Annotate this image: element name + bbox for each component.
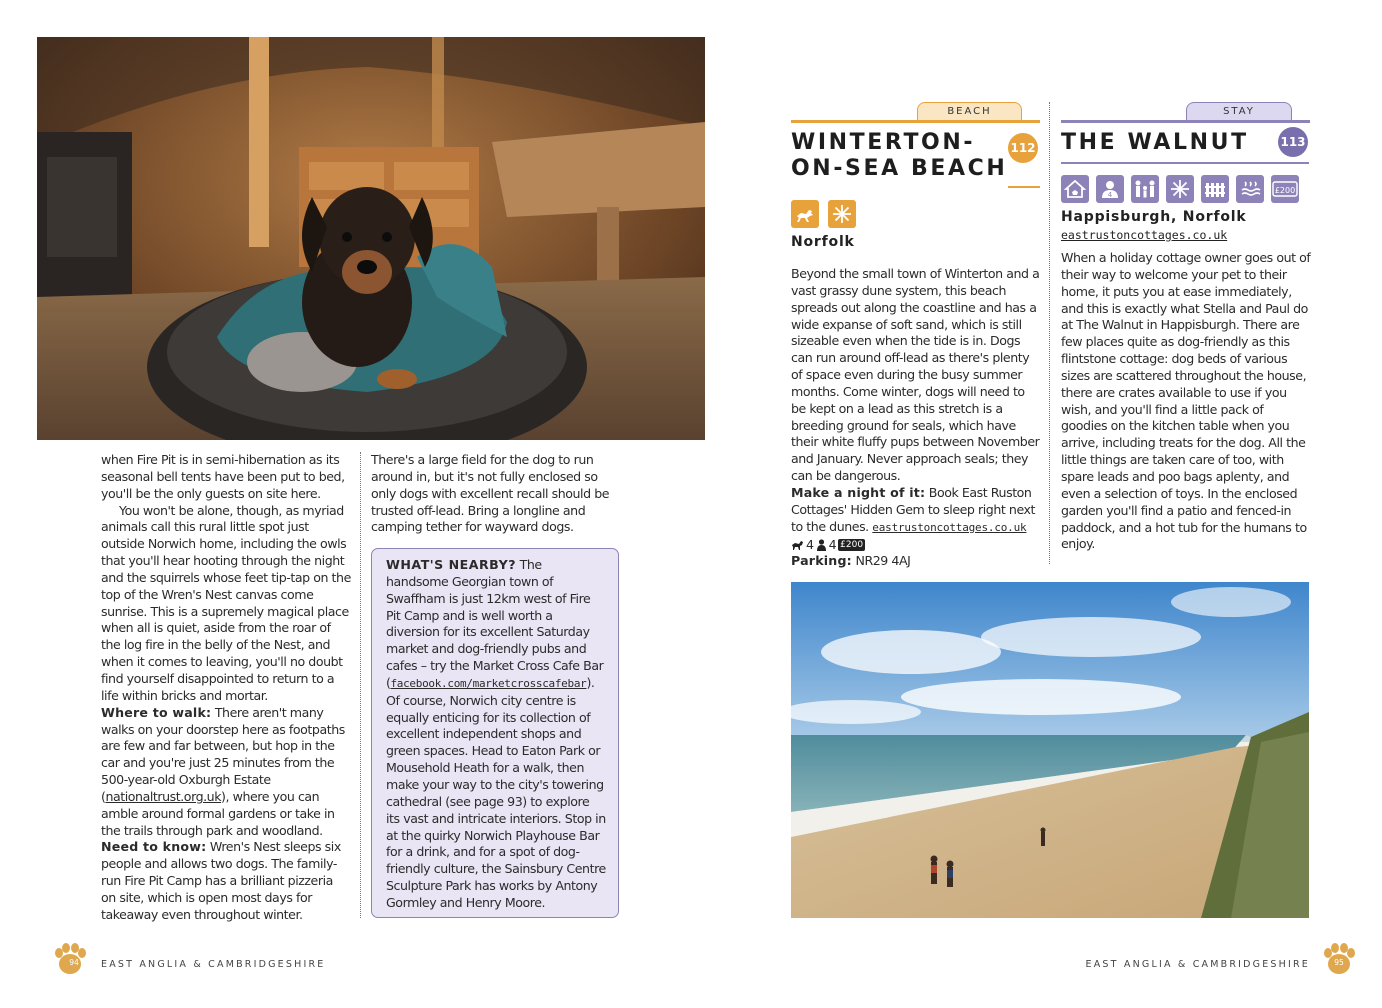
left-column-1 [101, 452, 351, 924]
snowflake-icon [828, 200, 856, 228]
stay-description: When a holiday cottage owner goes out of their way to welcome your pet to their home, it puts you at ease immediately, and this is exactly what Stella and Paul do at The Walnut in Happisburgh. There are few places quite as dog-friendly as this flintstone cottage: dog beds of various sizes are scattered throughout the house, there are crates available to use if you wish, and you'll find a little pack of goodies on the kitchen table when you arrive, including treats for the dog. All the little things are taken care of too, with spare leads and poo bags aplenty, and even a selection of toys. In the enclosed garden you'll find a patio and fenced-in paddock, and a hot tub for the humans to enjoy. [1061, 250, 1311, 552]
hot-tub-icon [1236, 175, 1264, 203]
need-to-know-label: Need to know: [101, 839, 207, 855]
where-to-walk-label: Where to walk: [101, 704, 212, 720]
stay-title: THE WALNUT [1061, 130, 1249, 155]
paragraph: You won't be alone, though, as myriad animals call this rural little spot just outside Norwich home, including the owls that you'll hear hooting through the night and the squirrels whose feet tip-tap on the top of the Wren's Nest canvas come sunrise. This is a supremely magical place when all is quiet, aside from the roar of the log fire in the belly of the Nest, and when it comes to leaving, you'll no doubt find yourself disappointed to return to a life within bricks and mortar. [101, 502, 351, 703]
national-trust-link[interactable]: nationaltrust.org.uk [105, 788, 222, 804]
entry-number-badge: 112 [1008, 133, 1038, 163]
entry-number-badge: 113 [1278, 127, 1308, 157]
svg-text:£200: £200 [1274, 186, 1296, 195]
dog-running-icon [791, 200, 819, 228]
beach-photo [791, 582, 1309, 918]
dog-in-bed-photo [37, 37, 705, 440]
snowflake-icon [1166, 175, 1194, 203]
person-icon [816, 539, 827, 551]
stay-title-rule [1061, 162, 1309, 164]
parking-label: Parking: [791, 553, 852, 569]
price-badge: £200 [840, 540, 864, 550]
stay-header-rule [1061, 120, 1310, 123]
paragraph: when Fire Pit is in semi-hibernation as its seasonal bell tents have been put to bed, you'll be the only guests on site here. [101, 452, 345, 501]
family-icon [1131, 175, 1159, 203]
section-footer: EAST ANGLIA & CAMBRIDGESHIRE [101, 959, 326, 970]
need-to-know-text: Wren's Nest sleeps six people and allows two dogs. The family-run Fire Pit Camp has a brilliant pizzeria on site, which is open most days for takeaway even throughout winter. [101, 839, 341, 922]
parking-paragraph [791, 553, 1041, 570]
make-a-night-label: Make a night of it: [791, 484, 926, 500]
beach-header-rule [791, 120, 1040, 123]
beach-title-rule [1008, 186, 1040, 188]
page-number: 94 [69, 958, 79, 967]
east-ruston-link[interactable]: eastrustoncottages.co.uk [872, 520, 1027, 534]
category-tab-beach: BEACH [917, 102, 1022, 122]
parking-value: NR29 4AJ [851, 553, 911, 569]
person-badge-icon [1096, 175, 1124, 203]
house-icon [1061, 175, 1089, 203]
page-number: 95 [1334, 958, 1344, 967]
beach-description: Beyond the small town of Winterton and a vast grassy dune system, this beach spreads out along the coastline and has a wide expanse of soft sand, which is still sizeable even when the tide is in. Dogs can run around off-lead as there's plenty of space even during the busy summer months. Come winter, dogs will need to be kept on a lead as this stretch is a breeding ground for seals, which have their white fluffy pups between November and January. Never approach seals; they can be dangerous. [791, 266, 1040, 484]
facebook-link[interactable]: facebook.com/marketcrosscafebar [390, 676, 587, 690]
svg-text:4: 4 [1107, 191, 1113, 199]
where-to-walk-text: There aren't many walks on your doorstep here as footpaths are few and far between, but hop in the car and you're just 25 minutes from the 500-year-old Oxburgh Estate ( [101, 704, 345, 804]
beach-body [791, 266, 1041, 570]
left-column-2 [371, 452, 616, 536]
column-divider [360, 452, 361, 918]
dog-icon [791, 539, 804, 551]
category-tab-stay: STAY [1186, 102, 1292, 122]
price-icon [1271, 175, 1299, 203]
dogs-count: 4 [806, 536, 814, 552]
where-to-walk-paragraph [101, 705, 351, 840]
need-to-know-paragraph [101, 839, 351, 923]
column-divider [1049, 102, 1050, 564]
paragraph: There's a large field for the dog to run around in, but it's not fully enclosed so only dogs with excellent recall should be trusted off-lead. Bring a longline and camping tether for wayward dogs. [371, 452, 610, 535]
whats-nearby-label: WHAT'S NEARBY? [386, 557, 517, 572]
stay-location: Happisburgh, Norfolk [1061, 209, 1247, 225]
make-a-night-paragraph [791, 485, 1041, 537]
beach-location: Norfolk [791, 234, 855, 250]
whats-nearby-box [371, 548, 619, 918]
people-count: 4 [828, 536, 837, 552]
make-a-night-text: Book East Ruston Cottages' Hidden Gem to sleep right next to the dunes. [791, 484, 1036, 534]
stay-website-link[interactable]: eastrustoncottages.co.uk [1061, 228, 1228, 242]
stay-body [1061, 250, 1311, 553]
beach-title-line-2: ON-SEA BEACH [791, 156, 1008, 181]
beach-title [791, 130, 1007, 182]
stay-details [791, 537, 1041, 554]
section-footer: EAST ANGLIA & CAMBRIDGESHIRE [1085, 959, 1310, 970]
fence-icon [1201, 175, 1229, 203]
where-to-walk-text-end: ), where you can amble around formal gardens or take in the trails through park and woodland. [101, 788, 335, 838]
beach-title-line-1: WINTERTON- [791, 130, 976, 155]
whats-nearby-text-end: ). Of course, Norwich city centre is equally enticing for its collection of excellent independent shops and green spaces. Head to Eaton Park or Mousehold Heath for a walk, then make your way to the city's towering cathedral (see page 93) to explore its vast and intricate interiors. Stop in at the quirky Norwich Playhouse Bar for a drink, and for a spot of dog-friendly culture, the Sainsbury Centre Sculpture Park has works by Antony Gormley and Henry Moore. [386, 674, 606, 910]
whats-nearby-text: The handsome Georgian town of Swaffham is just 12km west of Fire Pit Camp and is well worth a diversion for its excellent Saturday market and dog-friendly pubs and cafes – try the Market Cross Cafe Bar ( [386, 557, 604, 690]
